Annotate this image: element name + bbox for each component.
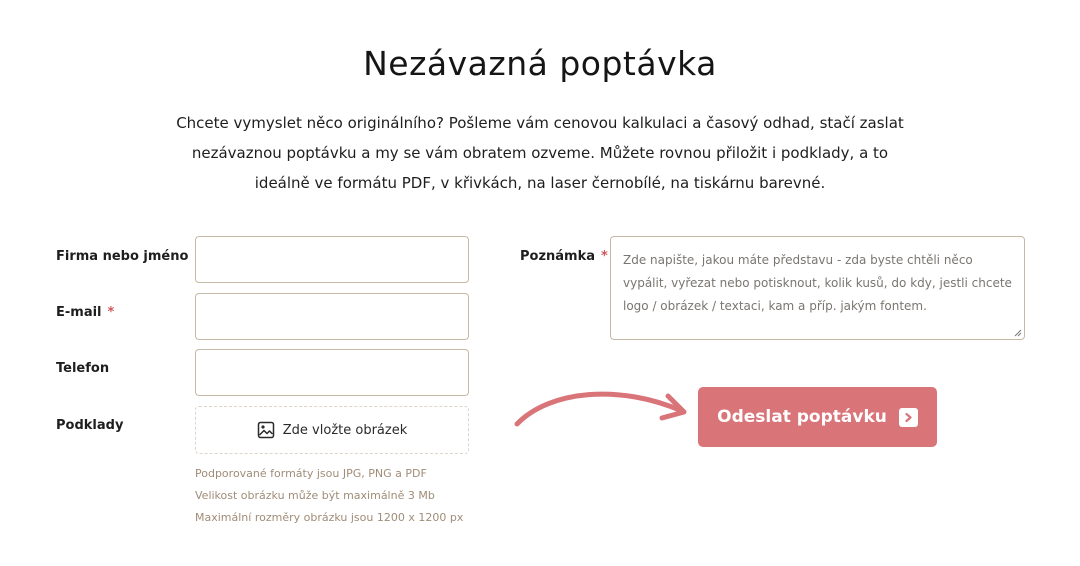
email-label — [56, 305, 114, 320]
decorative-arrow-icon — [510, 378, 700, 438]
hint-dimensions: Maximální rozměry obrázku jsou 1200 x 1200 px — [195, 511, 464, 524]
intro-text: Chcete vymyslet něco originálního? Pošleme vám cenovou kalkulaci a časový odhad, stačí zaslat nezávaznou poptávku a my se vám obratem ozveme. Můžete rovnou přiložit i podklady, a to ideálně ve formátu PDF, v křivkách, na laser černobílé, na tiskárnu barevné. — [176, 114, 904, 192]
page-title: Nezávazná poptávka — [363, 44, 717, 83]
required-mark: * — [107, 305, 115, 320]
note-label — [520, 249, 608, 264]
submit-button[interactable] — [698, 387, 937, 447]
phone-label-text: Telefon — [56, 361, 110, 376]
hint-size: Velikost obrázku může být maximálně 3 Mb — [195, 489, 435, 502]
note-textarea[interactable] — [610, 236, 1025, 340]
hint-formats: Podporované formáty jsou JPG, PNG a PDF — [195, 467, 427, 480]
image-icon — [257, 421, 275, 439]
email-input[interactable] — [195, 293, 469, 340]
resize-handle-icon[interactable] — [1012, 327, 1022, 337]
company-label — [56, 249, 201, 264]
note-label-text: Poznámka — [520, 249, 596, 264]
dropzone-text: Zde vložte obrázek — [282, 422, 408, 438]
image-dropzone[interactable] — [195, 406, 469, 454]
submit-label: Odeslat poptávku — [717, 407, 887, 427]
email-label-text: E-mail — [56, 305, 102, 320]
required-mark: * — [601, 249, 608, 264]
phone-label — [56, 361, 109, 376]
upload-hints — [195, 463, 495, 529]
phone-input[interactable] — [195, 349, 469, 396]
arrow-right-box-icon — [899, 408, 918, 427]
company-input[interactable] — [195, 236, 469, 283]
attachments-label — [56, 418, 123, 433]
note-placeholder: Zde napište, jakou máte představu - zda byste chtěli něco vypálit, vyřezat nebo potisknout, kolik kusů, do kdy, jestli chcete logo / obrázek / textaci, kam a příp. jakým fontem. — [623, 253, 1012, 313]
company-label-text: Firma nebo jméno — [56, 249, 189, 264]
attachments-label-text: Podklady — [56, 418, 124, 433]
